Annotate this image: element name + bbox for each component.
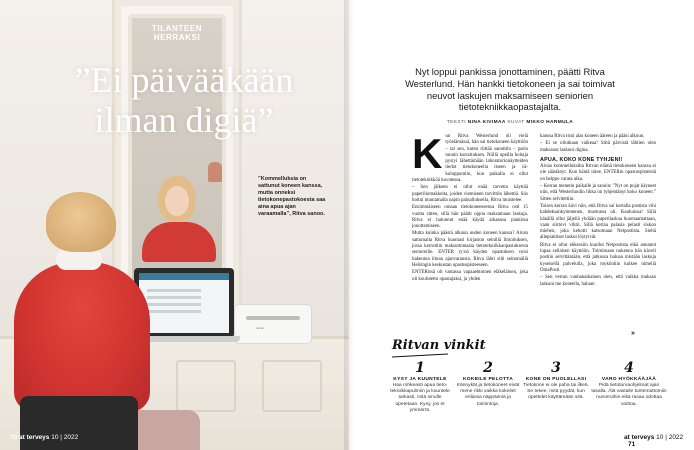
body-paragraph: – Ei se ollutkaan vaikeaa! Siitä päivistä lähtien olen maksanut laskuni digina. xyxy=(540,141,656,153)
desk-drawer xyxy=(262,360,322,412)
subheading: APUA, KOKO KONE TYHJENI! xyxy=(540,156,623,163)
body-paragraph: Ensimmäiseen omaan tietokoneeseensa Ritva osti 15 vuotta sitten, sillä hän päätti oppia maksamaan laskuja. Ritva ei halunnut enää käydä aikaansa pankissa jonottamiseen. xyxy=(412,205,528,230)
woman-red-sweater xyxy=(14,262,150,412)
tip-heading: KOKEILE PELOTTA xyxy=(462,377,514,382)
photo-caption: ”Kommelluksia on sattunut koneen kanssa, mutta onneksi tietokonepastokoesta saa aina apua ajan varaamalla”, Ritva sanoo. xyxy=(258,176,326,217)
continue-arrow-icon: » xyxy=(631,330,635,337)
page-number: 71 xyxy=(628,441,636,448)
byline-photo-label: KUVAT xyxy=(507,120,525,125)
body-paragraph: Ritva ei ollut ehkessiin kuullut Netpostista eikä annanut lupaa sellaisen käyttöön. Toimimaan nukenna hän käveli postiin selvittämään, että jatkossa haluaa mistään laskuja kyseisellä palvelulla, joka myköntiin kulkee nimellä OmaPosti. xyxy=(540,242,656,273)
issue-number: 10 | 2022 xyxy=(656,434,684,441)
printer-slot xyxy=(246,316,300,320)
body-paragraph: – Sen jälkeen ei ollut enää tarvetta käyttää paperiliomakkeita, joiden viemiseen tarvittiin lähettiä. Siis hoitui muutamalla napin painalluksella, Ritva muistelee. xyxy=(412,185,528,203)
body-paragraph: ENTERissä oli vastassa vapaaehtoinen eläkeläinen, joka oli koulutettu opastajaksi, ja yhden xyxy=(412,270,528,282)
lamp-shade xyxy=(208,162,222,182)
body-paragraph: – Sen verran vanhanaikainen olen, että vaikka maksan laskuni tne koneella, haluan xyxy=(540,275,656,287)
tip-item xyxy=(455,360,521,408)
tip-heading: VARO HYÖKKÄÄJÄÄ xyxy=(601,377,657,382)
tip-number: 2 xyxy=(483,360,493,376)
byline-text-author: NINA KIVIMAA xyxy=(467,120,506,125)
body-paragraph: un Ritva Westerlund oli vielä työelämässä, hän sai tietokoneen käyttöön – tai sen, kuten riittää sanottiin – parin tunnin kurssituksen. Niillä opeilla hoitaja pystyi lähettämään laboratorionäytteiden tiedot tietokoneella itseen ja väkoloppumiin, kun paikalla ei ollut tietoteknikköä kuvatessa. xyxy=(412,134,528,184)
tips-list xyxy=(387,360,669,420)
lead-paragraph: Nyt loppui pankissa jonottaminen, päätti Ritva Westerlund. Hän hankki tietokoneen ja sai toimivat neuvot laskujen maksamiseen seniorien tietotekniikkaopastajalta. xyxy=(405,66,615,113)
folio-right xyxy=(624,434,694,448)
tip-number: 1 xyxy=(415,360,425,376)
tip-body: Haa rohkeasti apua tietotekniikkapulmiin ja kuuntele tarkasti, mitä sinulle opetetaan. Kysy, jos et ymmärrä. xyxy=(390,383,450,413)
woman-skirt xyxy=(20,396,138,450)
tip-item xyxy=(387,360,453,414)
magazine-name: at terveys xyxy=(624,434,655,441)
tip-heading: KYSY JA KUUNTELE xyxy=(393,377,447,382)
body-paragraph: Mutta kuinka päästä alkuun uuden koneen kanssa? Aivan sattumalta Ritva huomasi kirjaston seinillä ilmoituksen, jossa kerrottiin maksuttomasta tietotekniikkaopastuksesta senioreille. ENTER ry:nä käyden opastuksen voisi hakeutua ilman ajanvarausta. Ritva lähti silti seinomällä Helsingin keskustan opastuspisteeseen. xyxy=(412,231,528,268)
tip-number: 4 xyxy=(624,360,634,376)
body-paragraph: – Kerran menetin paikalle ja sanoin: ”Nyt on pojat käyneet niin, että Westerlundin likka on tyhjentänyt koko koneen.” Sitten selvitettiin. xyxy=(540,184,656,202)
headline: ”Ei päivääkään ilman digiä” xyxy=(74,60,294,140)
section-tag: TILANTEEN HERRAKSI xyxy=(151,24,203,42)
laptop-display xyxy=(139,273,229,333)
folio-left xyxy=(10,434,78,441)
body-column-1 xyxy=(412,130,528,284)
drop-cap: K xyxy=(412,130,443,177)
page-gutter xyxy=(344,0,354,450)
byline-photo-author: MIKKO HARMULA xyxy=(526,120,574,125)
printer-brand-label: canon xyxy=(256,326,265,330)
body-column-2 xyxy=(540,134,656,289)
tip-body: Tietokone ei ole paha tai ilkeä. Se tekee, mitä pyydät, kun opettelet käyttämään sitä. xyxy=(523,383,589,401)
tip-number: 3 xyxy=(551,360,561,376)
tip-item xyxy=(591,360,667,408)
byline-text-label: TEKSTI xyxy=(446,120,467,125)
issue-number: 10 | 2022 xyxy=(51,434,79,441)
printer xyxy=(234,304,312,344)
mirror-reflection-body xyxy=(142,222,216,262)
body-paragraph: kanssa Ritva istui alas koneen ääreen ja pääsi alkuun. xyxy=(540,134,645,139)
tip-heading: KONE ON PUOLELLASI xyxy=(525,377,587,382)
woman-hair xyxy=(46,192,116,252)
tips-title: Ritvan vinkit xyxy=(392,338,486,353)
body-paragraph: Aivan kommelluksilta Ritvan elämä tietokoneen kanssa ei ole säästänyt. Kun häntä tulee, ENTERin opastuspisteistä on helppo varata aika. xyxy=(540,164,656,182)
mirror-reflection-face xyxy=(165,186,189,216)
body-paragraph: Toisen kerran kävi niin, että Ritva sai kertalla postista vihi kahdeksankymmenen, mustunsa oli. Kauhuissa! Sillä hänällä ollut jäljellä yhdään paperilaskua huomaamattaan, vaan siirtovi vihtii. Sillä kertaa palasia pelasti siskon miehen, joka kehotti katsomaan Netpostista. Sieltä allepraktiset laskut löytyivät. xyxy=(540,203,656,241)
magazine-name: at terveys xyxy=(19,434,50,441)
desk-drawer xyxy=(176,360,236,412)
byline xyxy=(390,120,630,125)
tip-item xyxy=(523,360,589,402)
tip-body: Pidä tietoturvaohjelmat ajan tasalla. Älä vastaile tuntemattomiin numeroihin eikä rasaa odottaa soittoa. xyxy=(591,383,667,407)
page-number: 70 xyxy=(10,434,18,441)
tip-body: Kännykät ja tietokoneet eivät mene rikki vaikka kokeilet erilaisia näppäimiä ja toimintoja. xyxy=(456,383,520,407)
